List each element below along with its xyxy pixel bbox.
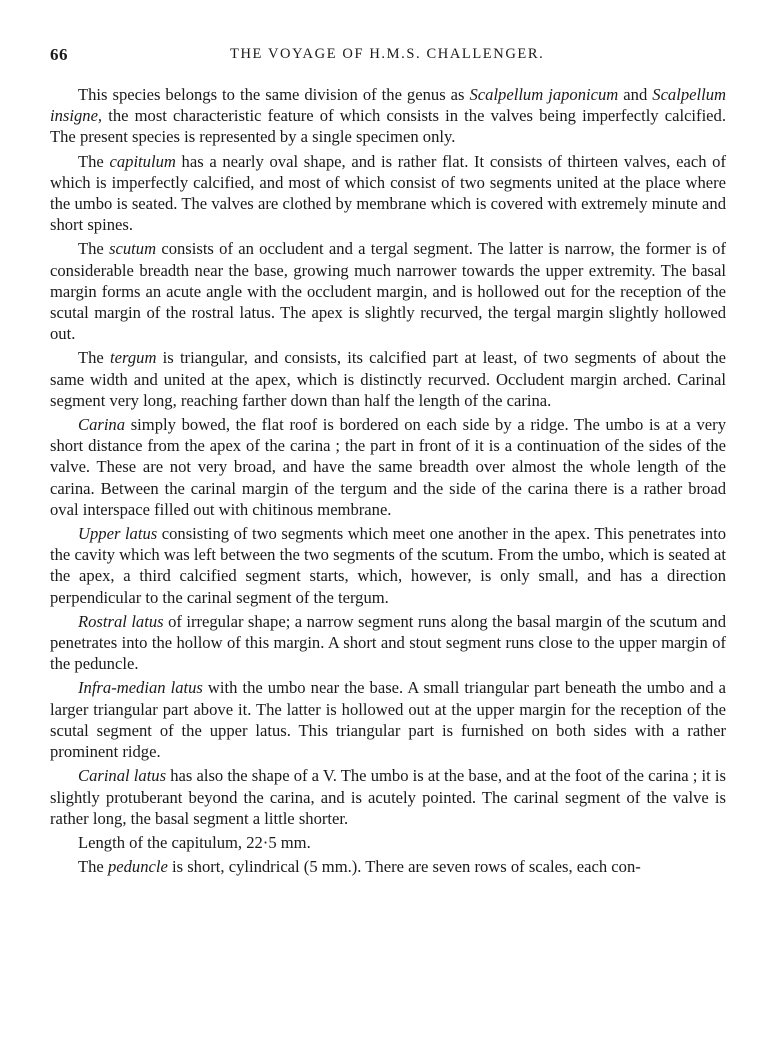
text-run: The (78, 348, 111, 368)
text-run: consisting of two segments which meet one another in the apex. This penetrates into the cavity which was left between the two segments of the scutum. From the umbo, which is seated at the apex, a third calcified segment starts, which, however, is only small, and has a direction perpendicular to the carinal segment of the tergum. (50, 524, 726, 607)
paragraph (50, 414, 726, 520)
paragraph (50, 677, 726, 762)
text-run: has a nearly oval shape, and is rather flat. It consists of thirteen valves, each of which is imperfectly calcified, and most of which consist of two segments united at the place where the umbo is seated. The valves are clothed by membrane which is covered with extremely minute and short spines. (50, 151, 726, 235)
italic-term: peduncle (107, 857, 168, 877)
text-run: The (78, 857, 108, 877)
paragraph (50, 832, 726, 853)
italic-term: tergum (110, 348, 157, 368)
italic-term: scutum (109, 239, 157, 259)
text-run: the most characteristic feature of which consists in the valves being imperfectly calcified. The present species is represented by a single specimen only. (50, 106, 726, 147)
italic-term: Scalpellum insigne, (50, 85, 726, 126)
paragraph (50, 151, 726, 236)
text-run: simply bowed, the flat roof is bordered on each side by a ridge. The umbo is at a very short distance from the apex of the carina ; the part in front of it is a continuation of the sides of the valve. These are not very broad, and have the same breadth over almost the whole length of the carina. Between the carinal margin of the tergum and the side of the carina there is a rather broad oval interspace filled out with chitinous membrane. (50, 415, 726, 519)
text-run: consists of an occludent and a tergal segment. The latter is narrow, the former is of considerable breadth near the base, growing much narrower towards the upper extremity. The basal margin forms an acute angle with the occludent margin, and is hollowed out for the reception of the scutal margin of the rostral latus. The apex is slightly recurved, the tergal margin slightly hollowed out. (50, 239, 727, 344)
italic-term: Upper latus (78, 524, 158, 544)
paragraph (50, 523, 726, 608)
paragraph (50, 347, 726, 411)
page-number: 66 (50, 45, 68, 64)
text-run: is short, cylindrical (5 mm.). There are seven rows of scales, each con- (167, 857, 641, 877)
italic-term: Scalpellum japonicum (469, 85, 619, 104)
paragraph (50, 765, 726, 829)
italic-term: Rostral latus (78, 611, 164, 631)
paragraph (50, 84, 726, 148)
text-run: of irregular shape; a narrow segment runs along the basal margin of the scutum and penetrates into the hollow of this margin. A short and stout segment runs close to the upper margin of the peduncle. (50, 611, 726, 674)
paragraph (50, 238, 726, 344)
italic-term: capitulum (109, 151, 176, 171)
running-title: THE VOYAGE OF H.M.S. CHALLENGER. (230, 46, 545, 62)
text-run: is triangular, and consists, its calcified part at least, of two segments of about the same width and united at the apex, which is distinctly recurved. Occludent margin arched. Carinal segment very long, reaching farther down than half the length of the carina. (50, 348, 727, 410)
text-run: The (78, 239, 110, 259)
italic-term: Carinal latus (78, 766, 167, 786)
body-text (50, 84, 726, 880)
text-run: has also the shape of a V. The umbo is at the base, and at the foot of the carina ; it is slightly protuberant beyond the carina, and is acutely pointed. The carinal segment of the valve is rather long, the basal segment a little shorter. (50, 766, 726, 828)
italic-term: Carina (78, 415, 126, 435)
text-run: This species belongs to the same division of the genus as (78, 85, 470, 104)
text-run: The (78, 151, 110, 171)
text-run: Length of the capitulum, 22·5 mm. (78, 832, 311, 852)
paragraph (50, 856, 726, 877)
italic-term: Infra-median latus (78, 678, 203, 698)
paragraph (50, 611, 726, 675)
text-run: with the umbo near the base. A small triangular part beneath the umbo and a larger triangular part above it. The latter is hollowed out at the upper margin for the reception of the scutal segment of the upper latus. This triangular part is furnished on both sides with a rather prominent ridge. (50, 678, 727, 762)
text-run: and (618, 85, 653, 104)
